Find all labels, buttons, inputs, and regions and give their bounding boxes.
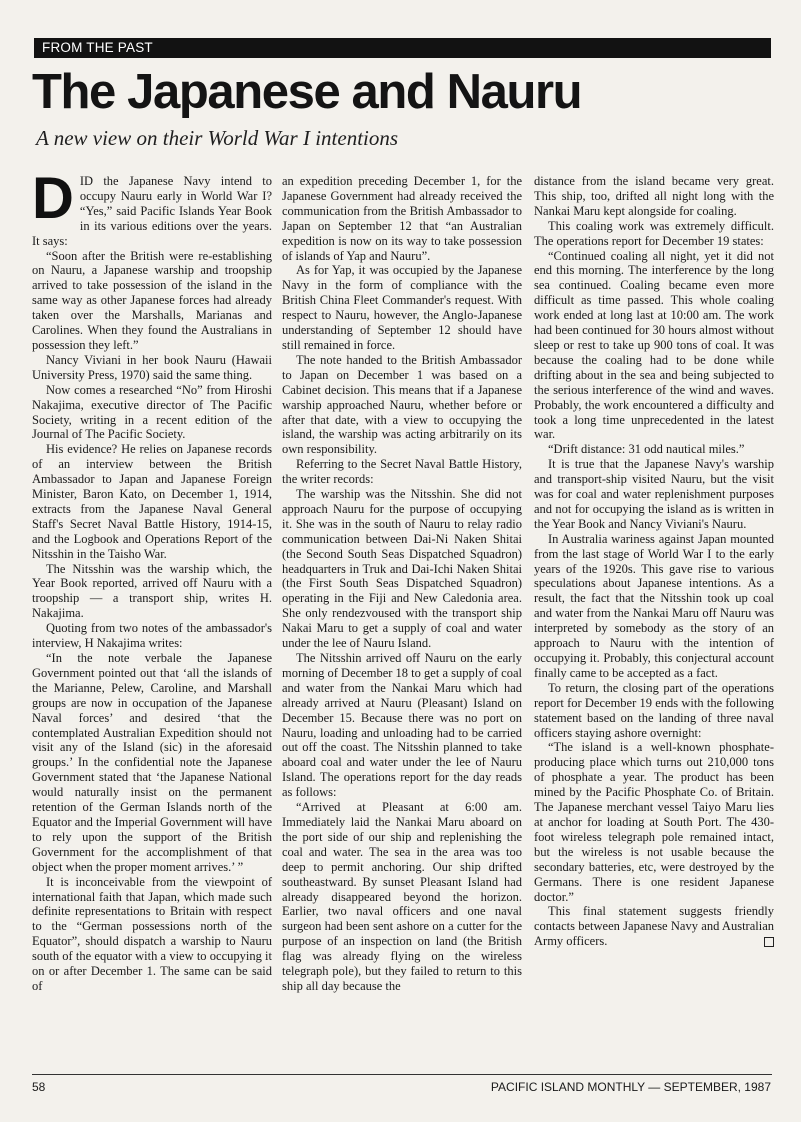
- running-footer: PACIFIC ISLAND MONTHLY — SEPTEMBER, 1987: [490, 1080, 771, 1094]
- column-2: [282, 174, 522, 994]
- paragraph: Quoting from two notes of the ambassador's interview, H Nakajima writes:: [32, 621, 272, 651]
- paragraph: In Australia wariness against Japan mounted from the last stage of World War I to the early years of the 1920s. This gave rise to various speculations about Japanese intentions. As a result, the fact that the Nitsshin took up coal and water from the Nankai Maru off Nauru was interpreted by somebody as the story of an approach to Nauru with the intention of occupying it. Probably, this conjectural account finally came to be accepted as a fact.: [534, 531, 774, 680]
- paragraph: “Arrived at Pleasant at 6:00 am. Immediately laid the Nankai Maru aboard on the port side of our ship and replenishing the coal and water. The sea in the area was too deep to permit anchoring. Our ship drifted southeastward. By sunset Pleasant Island had already disappeared beyond the horizon. Earlier, two naval officers and one naval surgeon had been sent ashore on a cutter for the purpose of an inspection on land (the British flag was already flying on the wireless telegraph pole), but they failed to return to this ship all day because the: [282, 800, 522, 993]
- page-number: 58: [32, 1080, 46, 1094]
- paragraph: The Nitsshin was the warship which, the Year Book reported, arrived off Nauru with a troopship — a transport ship, writes H. Nakajima.: [32, 561, 272, 621]
- paragraph: distance from the island became very great. This ship, too, drifted all night long with the Nankai Maru kept alongside for coaling.: [534, 174, 774, 218]
- paragraph: “Drift distance: 31 odd nautical miles.”: [548, 442, 745, 457]
- article-body: [32, 166, 774, 993]
- section-label: FROM THE PAST: [34, 38, 771, 58]
- article-subtitle: A new view on their World War I intentions: [36, 126, 399, 150]
- paragraph: This final statement suggests friendly contacts between Japanese Navy and Australian Army officers.: [534, 904, 774, 949]
- column-1: [32, 166, 272, 994]
- article-headline: The Japanese and Nauru: [32, 65, 582, 119]
- paragraph: an expedition preceding December 1, for the Japanese Government had already received the communication from the British Ambassador to Japan on September 12 that “an Australian expedition is now on its way to take possession of islands of Yap and Nauru”.: [282, 174, 522, 263]
- paragraph: It is true that the Japanese Navy's warship and transport-ship visited Nauru, but the visit was for coal and water replenishment purposes and not for occupying the island as is written in the Year Book and Nancy Viviani's Nauru.: [534, 457, 774, 531]
- paragraph: Nancy Viviani in her book Nauru (Hawaii University Press, 1970) said the same thing.: [32, 352, 272, 382]
- paragraph: The warship was the Nitsshin. She did not approach Nauru for the purpose of occupying it. She was in the south of Nauru to relay radio communication between Dai-Ni Naken Shitai (the Second South Seas Dispatched Squadron) headquarters in Truk and Dai-Ichi Naken Shitai (the First South Seas Dispatched Squadron) operating in the Fiji and New Caledonia area. She only rendezvoused with the transport ship Nakai Maru to get a supply of coal and water under the lee of Nauru Island.: [282, 487, 522, 651]
- drop-cap: D: [32, 166, 74, 231]
- paragraph: It is inconceivable from the viewpoint of international faith that Japan, which made such definite representations to Britain with respect to the “German possessions north of the Equator”, should dispatch a warship to Nauru south of the equator with a view to occupying it on or after December 1. The same can be said of: [32, 874, 272, 993]
- paragraph: DID the Japanese Navy intend to occupy Nauru early in World War I? “Yes,” said Pacific Islands Year Book in its various editions over the years. It says:: [32, 166, 272, 248]
- paragraph: Now comes a researched “No” from Hiroshi Nakajima, executive director of The Pacific Society, writing in a recent edition of the Journal of The Pacific Society.: [32, 382, 272, 442]
- paragraph: This coaling work was extremely difficult. The operations report for December 19 states:: [534, 218, 774, 248]
- paragraph: His evidence? He relies on Japanese records of an interview between the British Ambassador to Japan and Japanese Foreign Minister, Baron Kato, on December 1, 1914, extracts from the Japanese Naval General Staff's Secret Naval Battle History, 1914-15, and the Logbook and Operations Report of the Nitsshin in the Taisho War.: [32, 442, 272, 561]
- column-3: [534, 174, 774, 949]
- paragraph: As for Yap, it was occupied by the Japanese Navy in the form of compliance with the British China Fleet Commander's request. With respect to Nauru, however, the Anglo-Japanese understanding of September 12 should have still remained in force.: [282, 263, 522, 352]
- paragraph: The Nitsshin arrived off Nauru on the early morning of December 18 to get a supply of coal and water from the Nankai Maru which had already arrived at Nauru (Pleasant) Island on December 15. Because there was no port on Nauru, loading and unloading had to be carried out off the coast. The Nitsshin planned to take aboard coal and water under the lee of Nauru Island. The operations report for the day reads as follows:: [282, 651, 522, 800]
- paragraph: “Continued coaling all night, yet it did not end this morning. The interference by the long sea continued. Coaling became even more difficult as time passed. This whole coaling work ended at long last at 10:00 am. The work had been continued for 30 hours almost without sleep or rest to take up 900 tons of coal. It was because the coaling had to be done while drifting about in the sea and being subjected to the serious interference of the wind and waves. Probably, the work encountered a difficulty and took a long time unprecedented in the latest war.: [534, 248, 774, 442]
- paragraph: “The island is a well-known phosphate-producing place which turns out 210,000 tons of phosphate a year. The product has been mined by the Pacific Phosphate Co. of Britain. The Japanese merchant vessel Taiyo Maru lies at anchor for loading at South Port. The 430-foot wireless telegraph pole remained intact, but the wireless is not usable because the secondary batteries, etc, were destroyed by the Germans. There is one resident Japanese doctor.”: [534, 740, 774, 904]
- paragraph: To return, the closing part of the operations report for December 19 ends with the following statement based on the landing of three naval officers staying ashore overnight:: [534, 680, 774, 740]
- paragraph: Referring to the Secret Naval Battle History, the writer records:: [282, 457, 522, 487]
- footer-rule: [32, 1074, 772, 1075]
- paragraph: “In the note verbale the Japanese Government pointed out that ‘all the islands of the Marianne, Pelew, Caroline, and Marshall groups are now in occupation of the Japanese Naval forces’ and desired ‘that the contemplated Australian Expedition should not visit any of the Island (sic) in the aforesaid groups.’ In the confidential note the Japanese Government stated that ‘the Japanese National would naturally insist on the permanent retention of the German Islands north of the Equator and the Imperial Government will have to rely upon the support of the British Government for the accomplishment of that object when the proper moment arrives.’ ”: [32, 651, 272, 874]
- end-of-article-icon: [764, 937, 774, 947]
- paragraph: The note handed to the British Ambassador to Japan on December 1 was based on a Cabinet decision. This means that if a Japanese warship approached Nauru, whether before or after that date, with a view to occupying the island, the warship was acting arbitrarily on its own responsibility.: [282, 352, 522, 457]
- paragraph: “Soon after the British were re-establishing on Nauru, a Japanese warship and troopship arrived to take possession of the island in the same way as other Japanese forces had already taken over the Marshalls, Marianas and Carolines. When they found the Australians in possession they left.”: [32, 248, 272, 352]
